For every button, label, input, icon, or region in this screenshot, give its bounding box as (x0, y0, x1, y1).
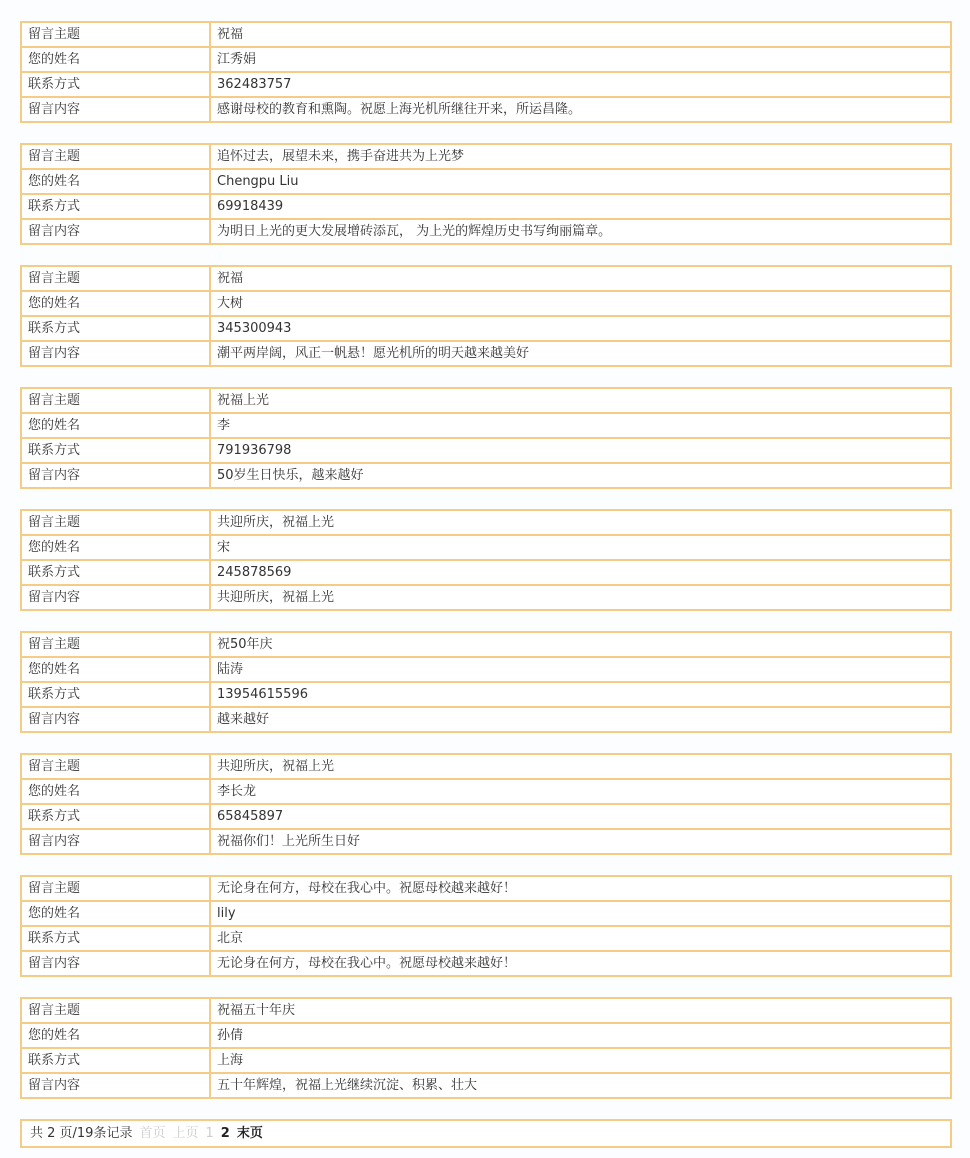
name-label: 您的姓名 (21, 657, 210, 682)
content-row (21, 219, 951, 244)
subject-row (21, 144, 951, 169)
subject-value: 祝福 (210, 22, 951, 47)
content-label: 留言内容 (21, 97, 210, 122)
content-label: 留言内容 (21, 463, 210, 488)
subject-row (21, 22, 951, 47)
subject-label: 留言主题 (21, 876, 210, 901)
name-row (21, 1023, 951, 1048)
contact-label: 联系方式 (21, 438, 210, 463)
contact-value: 69918439 (210, 194, 951, 219)
subject-value: 无论身在何方，母校在我心中。祝愿母校越来越好！ (210, 876, 951, 901)
pagination-link-first-page: 首页 (139, 1126, 166, 1141)
name-row (21, 779, 951, 804)
name-label: 您的姓名 (21, 47, 210, 72)
pagination-links (132, 1126, 262, 1141)
message-table (20, 631, 952, 733)
pagination-link-prev-page: 上页 (172, 1126, 199, 1141)
message-table (20, 387, 952, 489)
content-value: 50岁生日快乐，越来越好 (210, 463, 951, 488)
content-row (21, 341, 951, 366)
contact-row (21, 926, 951, 951)
content-label: 留言内容 (21, 585, 210, 610)
message-table (20, 265, 952, 367)
message-table (20, 509, 952, 611)
subject-row (21, 510, 951, 535)
subject-value: 祝50年庆 (210, 632, 951, 657)
name-label: 您的姓名 (21, 779, 210, 804)
content-row (21, 707, 951, 732)
name-label: 您的姓名 (21, 169, 210, 194)
contact-value: 245878569 (210, 560, 951, 585)
contact-row (21, 316, 951, 341)
contact-value: 上海 (210, 1048, 951, 1073)
subject-value: 共迎所庆，祝福上光 (210, 754, 951, 779)
contact-row (21, 194, 951, 219)
name-row (21, 535, 951, 560)
subject-row (21, 388, 951, 413)
content-row (21, 585, 951, 610)
name-row (21, 291, 951, 316)
contact-row (21, 682, 951, 707)
contact-label: 联系方式 (21, 194, 210, 219)
subject-label: 留言主题 (21, 510, 210, 535)
message-table (20, 21, 952, 123)
content-label: 留言内容 (21, 951, 210, 976)
name-value: 孙倩 (210, 1023, 951, 1048)
name-label: 您的姓名 (21, 291, 210, 316)
contact-label: 联系方式 (21, 72, 210, 97)
contact-value: 345300943 (210, 316, 951, 341)
content-label: 留言内容 (21, 1073, 210, 1098)
subject-label: 留言主题 (21, 388, 210, 413)
name-value: 宋 (210, 535, 951, 560)
contact-row (21, 438, 951, 463)
contact-label: 联系方式 (21, 682, 210, 707)
message-list (20, 21, 952, 1099)
name-label: 您的姓名 (21, 1023, 210, 1048)
content-row (21, 951, 951, 976)
content-value: 共迎所庆，祝福上光 (210, 585, 951, 610)
contact-value: 362483757 (210, 72, 951, 97)
subject-label: 留言主题 (21, 144, 210, 169)
subject-row (21, 266, 951, 291)
name-row (21, 169, 951, 194)
name-value: 江秀娟 (210, 47, 951, 72)
subject-value: 追怀过去，展望未来，携手奋进共为上光梦 (210, 144, 951, 169)
contact-row (21, 560, 951, 585)
name-value: 陆涛 (210, 657, 951, 682)
message-table (20, 997, 952, 1099)
content-label: 留言内容 (21, 707, 210, 732)
message-table (20, 875, 952, 977)
subject-value: 祝福 (210, 266, 951, 291)
name-value: 李 (210, 413, 951, 438)
contact-value: 北京 (210, 926, 951, 951)
contact-row (21, 72, 951, 97)
pagination-bar (20, 1119, 952, 1148)
contact-value: 65845897 (210, 804, 951, 829)
pagination-link-page-1: 1 (205, 1126, 214, 1141)
pagination-summary: 共 2 页/19条记录 (30, 1126, 133, 1141)
message-table (20, 753, 952, 855)
subject-label: 留言主题 (21, 998, 210, 1023)
subject-label: 留言主题 (21, 754, 210, 779)
contact-label: 联系方式 (21, 804, 210, 829)
subject-value: 祝福上光 (210, 388, 951, 413)
content-value: 为明日上光的更大发展增砖添瓦， 为上光的辉煌历史书写绚丽篇章。 (210, 219, 951, 244)
content-value: 越来越好 (210, 707, 951, 732)
name-value: 李长龙 (210, 779, 951, 804)
content-label: 留言内容 (21, 341, 210, 366)
contact-value: 13954615596 (210, 682, 951, 707)
content-value: 潮平两岸阔，风正一帆悬！愿光机所的明天越来越美好 (210, 341, 951, 366)
pagination-link-last-page[interactable]: 末页 (236, 1126, 263, 1141)
name-value: 大树 (210, 291, 951, 316)
content-value: 五十年辉煌，祝福上光继续沉淀、积累、壮大 (210, 1073, 951, 1098)
contact-label: 联系方式 (21, 316, 210, 341)
content-value: 无论身在何方，母校在我心中。祝愿母校越来越好！ (210, 951, 951, 976)
subject-row (21, 632, 951, 657)
contact-label: 联系方式 (21, 926, 210, 951)
name-label: 您的姓名 (21, 535, 210, 560)
name-row (21, 657, 951, 682)
name-row (21, 47, 951, 72)
content-label: 留言内容 (21, 829, 210, 854)
content-row (21, 829, 951, 854)
contact-row (21, 804, 951, 829)
content-value: 感谢母校的教育和熏陶。祝愿上海光机所继往开来，所运昌隆。 (210, 97, 951, 122)
name-row (21, 901, 951, 926)
message-table (20, 143, 952, 245)
subject-label: 留言主题 (21, 266, 210, 291)
contact-label: 联系方式 (21, 1048, 210, 1073)
subject-row (21, 876, 951, 901)
subject-value: 祝福五十年庆 (210, 998, 951, 1023)
content-row (21, 97, 951, 122)
content-label: 留言内容 (21, 219, 210, 244)
content-row (21, 463, 951, 488)
name-label: 您的姓名 (21, 901, 210, 926)
name-row (21, 413, 951, 438)
name-value: Chengpu Liu (210, 169, 951, 194)
name-value: lily (210, 901, 951, 926)
contact-label: 联系方式 (21, 560, 210, 585)
subject-label: 留言主题 (21, 22, 210, 47)
subject-row (21, 998, 951, 1023)
name-label: 您的姓名 (21, 413, 210, 438)
content-row (21, 1073, 951, 1098)
contact-value: 791936798 (210, 438, 951, 463)
contact-row (21, 1048, 951, 1073)
subject-row (21, 754, 951, 779)
subject-label: 留言主题 (21, 632, 210, 657)
subject-value: 共迎所庆，祝福上光 (210, 510, 951, 535)
content-value: 祝福你们！上光所生日好 (210, 829, 951, 854)
pagination-link-page-2[interactable]: 2 (220, 1126, 230, 1141)
